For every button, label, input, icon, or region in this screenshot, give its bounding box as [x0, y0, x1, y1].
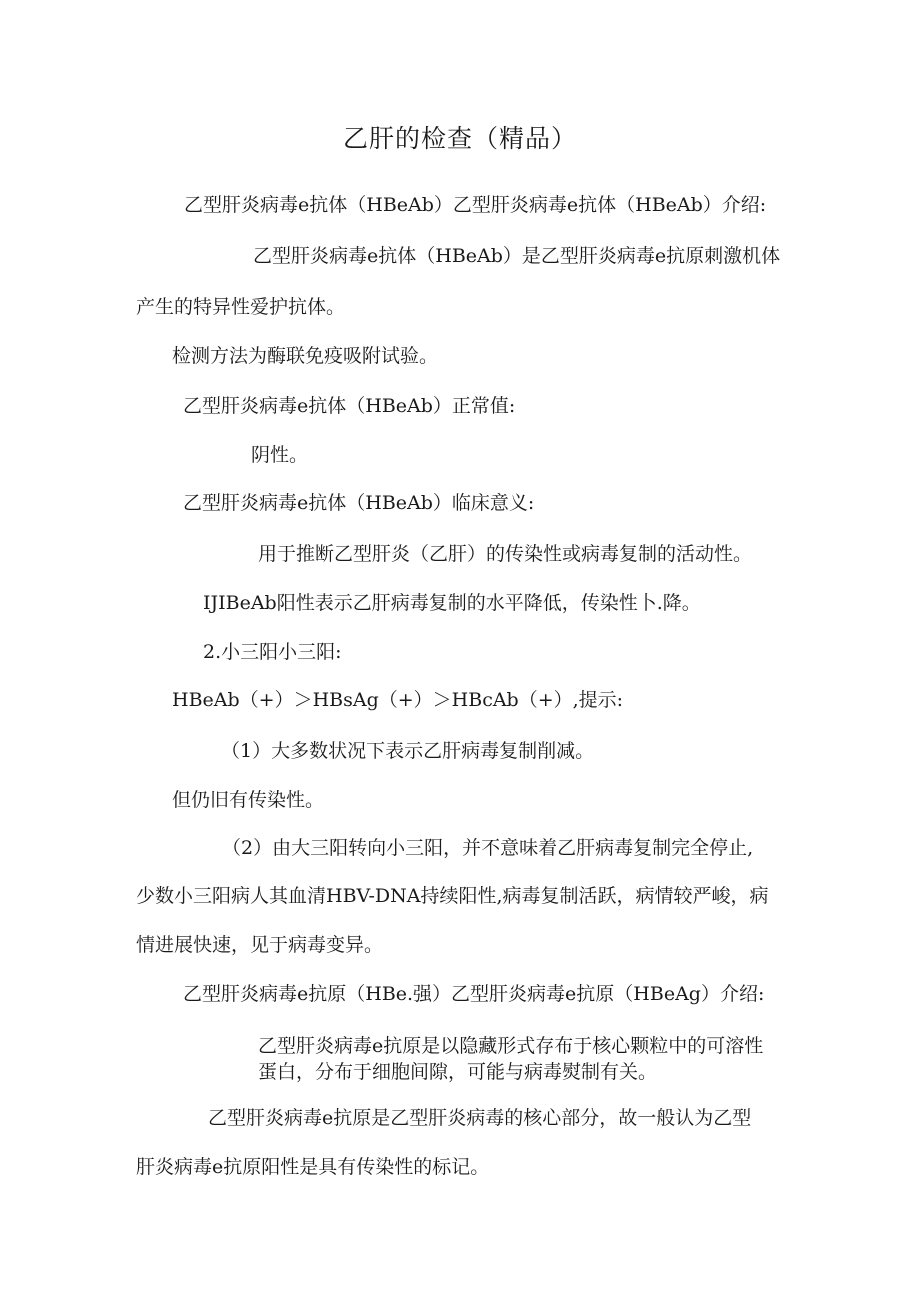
paragraph-point-2-cont: 少数小三阳病人其血清HBV-DNA持续阳性,病毒复制活跃，病情较严峻，病: [136, 885, 769, 907]
paragraph-hbeab-definition-cont: 产生的特异性爱护抗体。: [136, 296, 346, 318]
paragraph-hbeag-definition-cont: 蛋白，分布于细胞间隙，可能与病毒熨制有关。: [258, 1061, 658, 1083]
paragraph-marker-pattern: HBeAb（+）＞HBsAg（+）＞HBcAb（+）,提示:: [172, 689, 624, 711]
paragraph-point-2-end: 情进展快速，见于病毒变异。: [136, 934, 384, 956]
paragraph-normal-value-heading: 乙型肝炎病毒e抗体（HBeAb）正常值:: [183, 395, 516, 417]
paragraph-hbeag-intro-heading: 乙型肝炎病毒e抗原（HBe.强）乙型肝炎病毒e抗原（HBeAg）介绍:: [183, 983, 765, 1005]
paragraph-hbeag-core-cont: 肝炎病毒e抗原阳性是具有传染性的标记。: [136, 1156, 490, 1178]
paragraph-detection-method: 检测方法为酶联免疫吸附试验。: [172, 345, 439, 367]
paragraph-point-2: （2）由大三阳转向小三阳，并不意味着乙肝病毒复制完全停止,: [222, 837, 754, 859]
paragraph-point-1-cont: 但仍旧有传染性。: [172, 789, 325, 811]
paragraph-normal-value: 阴性。: [251, 444, 309, 466]
paragraph-hbeab-intro-heading: 乙型肝炎病毒e抗体（HBeAb）乙型肝炎病毒e抗体（HBeAb）介绍:: [184, 194, 767, 216]
document-title: 乙肝的检查（精品）: [342, 124, 577, 153]
paragraph-small-three-positive: 2.小三阳小三阳:: [203, 641, 342, 663]
paragraph-hbeab-definition: 乙型肝炎病毒e抗体（HBeAb）是乙型肝炎病毒e抗原刺激机体: [253, 245, 781, 267]
paragraph-clinical-heading: 乙型肝炎病毒e抗体（HBeAb）临床意义:: [183, 492, 535, 514]
paragraph-positive-meaning: IJIBeAb阳性表示乙肝病毒复制的水平降低，传染性卜.降。: [203, 592, 701, 614]
paragraph-point-1: （1）大多数状况下表示乙肝病毒复制削减。: [221, 740, 595, 762]
paragraph-clinical-use: 用于推断乙型肝炎（乙肝）的传染性或病毒复制的活动性。: [258, 543, 753, 565]
paragraph-hbeag-definition: 乙型肝炎病毒e抗原是以隐藏形式存布于核心颗粒中的可溶性: [258, 1035, 764, 1057]
paragraph-hbeag-core: 乙型肝炎病毒e抗原是乙型肝炎病毒的核心部分，故一般认为乙型: [208, 1107, 752, 1129]
